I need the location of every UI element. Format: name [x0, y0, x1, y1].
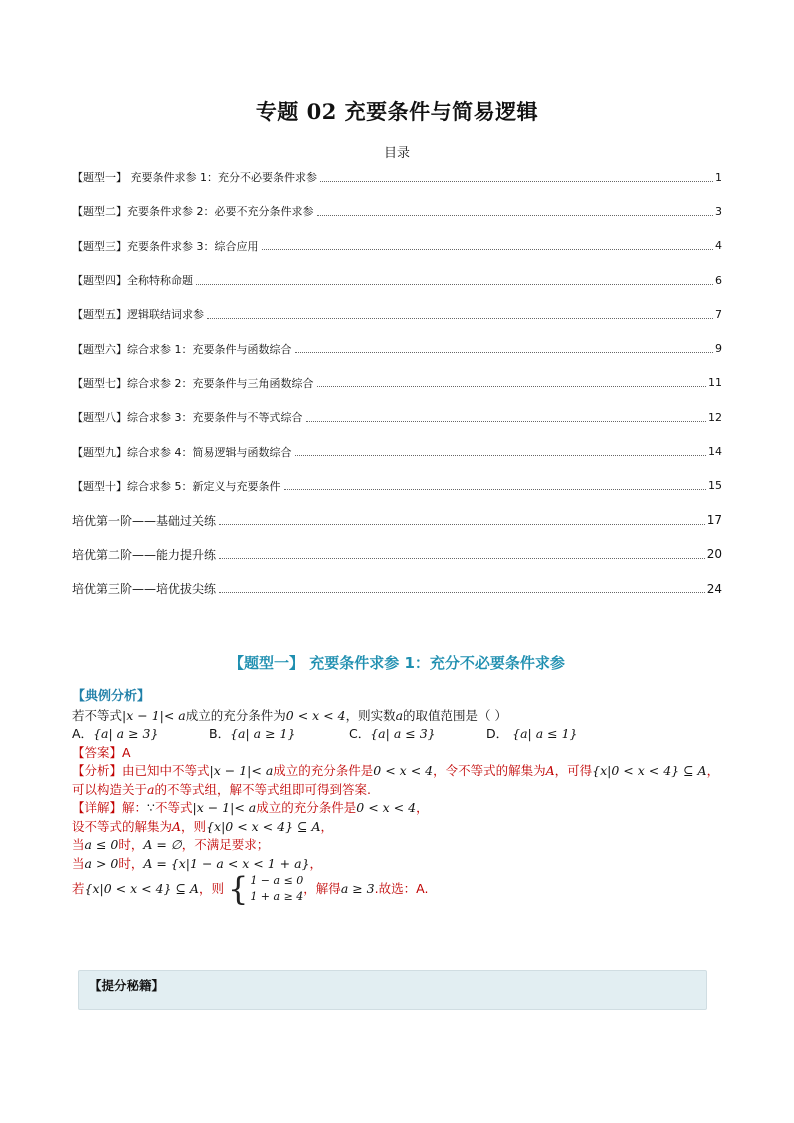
detail-text: ，不满足要求； — [181, 837, 270, 852]
detail-text: 设不等式的解集为 — [72, 818, 173, 834]
detail-line-2 — [72, 818, 732, 837]
analysis-text: ，令不等式的解集为 — [433, 763, 546, 778]
toc-entry-page: 3 — [715, 204, 722, 218]
question-post: ，则实数 — [345, 707, 396, 723]
toc-leader-dots — [295, 455, 707, 456]
answer-choices — [72, 725, 732, 744]
because-symbol: ∵ — [147, 800, 155, 815]
toc-entry[interactable] — [72, 331, 722, 365]
detail-text: 不等式 — [154, 800, 193, 815]
toc-entry-page: 1 — [715, 170, 722, 184]
detail-set-name: A — [172, 818, 182, 834]
tip-label: 【提分秘籍】 — [89, 978, 165, 993]
detail-set: A = ∅ — [143, 837, 182, 852]
detail-condition: 0 < x < 4 — [356, 800, 417, 815]
analysis-label: 【分析】 — [72, 763, 123, 778]
section-heading: 【题型一】 充要条件求参 1：充分不必要条件求参 — [229, 654, 565, 672]
detail-line-5 — [72, 870, 732, 908]
detail-text: .故选： — [374, 880, 417, 896]
choice-b[interactable] — [209, 725, 349, 744]
detail-text: ，则 — [181, 818, 207, 834]
choice-label: B． — [209, 726, 231, 741]
toc-leader-dots — [219, 558, 705, 559]
detail-text: ，解得 — [303, 880, 341, 896]
toc-entry-label: 【题型五】逻辑联结词求参 — [72, 308, 204, 322]
toc-entry-page: 17 — [706, 513, 722, 528]
toc-entry-page: 7 — [715, 307, 722, 321]
detail-set: A = {x|1 − a < x < 1 + a} — [143, 855, 310, 871]
answer-line — [72, 744, 732, 763]
detail-inequality: |x − 1|< a — [192, 800, 257, 815]
toc-entry-label: 培优第三阶——培优拔尖练 — [72, 582, 217, 597]
analysis-text: 成立的充分条件是 — [273, 763, 374, 778]
toc-entry-label: 培优第二阶——能力提升练 — [72, 547, 217, 562]
toc-entry[interactable] — [72, 434, 722, 468]
detail-result: a ≥ 3 — [340, 880, 375, 896]
choice-label: C． — [349, 726, 371, 741]
detail-text: 时， — [118, 855, 144, 871]
analysis-text: ， — [706, 763, 720, 778]
analysis-inequality: |x − 1|< a — [209, 763, 274, 778]
detail-text: ， — [320, 818, 333, 834]
answer-value: A — [122, 744, 131, 760]
choice-set: {a| a ≤ 1} — [508, 726, 578, 741]
toc-entry-label: 【题型九】综合求参 4：简易逻辑与函数综合 — [72, 445, 292, 459]
detail-text: 成立的充分条件是 — [256, 800, 357, 815]
toc-entry-label: 【题型十】综合求参 5：新定义与充要条件 — [72, 479, 281, 493]
detail-line-4 — [72, 855, 732, 874]
question-pre: 若不等式 — [72, 707, 123, 723]
choice-a[interactable] — [72, 725, 209, 744]
toc-entry[interactable] — [72, 194, 722, 228]
toc-entry-label: 【题型七】综合求参 2：充要条件与三角函数综合 — [72, 376, 314, 390]
system-brace: { — [227, 870, 249, 908]
analysis-text: 的不等式组，解不等式组即可得到答案. — [154, 781, 371, 797]
page-title: 专题 02 充要条件与简易逻辑 — [255, 99, 539, 124]
toc-entry-page: 20 — [706, 547, 722, 562]
toc-entry[interactable] — [72, 229, 722, 263]
analysis-variable: a — [147, 781, 155, 797]
toc-entry-page: 11 — [708, 376, 722, 390]
detail-text: ， — [309, 855, 323, 871]
toc-entry[interactable] — [72, 537, 722, 571]
detail-text: 当 — [72, 837, 85, 852]
toc-entry-label: 【题型八】综合求参 3：充要条件与不等式综合 — [72, 411, 303, 425]
toc-leader-dots — [295, 352, 714, 353]
detail-set: {x|0 < x < 4} ⊆ A — [84, 880, 199, 896]
toc-leader-dots — [196, 284, 713, 285]
toc-leader-dots — [219, 592, 705, 593]
section-content — [72, 688, 732, 908]
system-row-top: 1 − a ≤ 0 — [250, 874, 304, 887]
question-variable: a — [395, 707, 404, 723]
detail-text: ， — [416, 800, 429, 815]
toc-leader-dots — [262, 249, 714, 250]
choice-set: {a| a ≥ 3} — [93, 726, 159, 741]
analysis-text: 可以构造关于 — [72, 781, 148, 797]
toc-entry-label: 【题型一】 充要条件求参 1：充分不必要条件求参 — [72, 171, 317, 185]
analysis-line-2 — [72, 781, 732, 800]
toc-entry-label: 【题型三】充要条件求参 3：综合应用 — [72, 239, 259, 253]
toc-entry[interactable] — [72, 400, 722, 434]
toc-leader-dots — [320, 181, 713, 182]
choice-label: A． — [72, 726, 94, 741]
choice-set: {a| a ≤ 3} — [370, 726, 436, 741]
choice-label: D． — [486, 726, 509, 741]
detail-label: 【详解】 — [72, 800, 123, 815]
toc-leader-dots — [219, 524, 705, 525]
toc-entry-label: 【题型六】综合求参 1：充要条件与函数综合 — [72, 342, 292, 356]
toc-entry-page: 6 — [715, 273, 722, 287]
question-inequality: |x − 1|< a — [122, 707, 186, 723]
detail-line-1 — [72, 799, 732, 818]
choice-d[interactable] — [486, 725, 577, 744]
detail-text: 解： — [122, 800, 148, 815]
detail-text: 当 — [72, 855, 85, 871]
choice-set: {a| a ≥ 1} — [230, 726, 296, 741]
question-end: 的取值范围是（ ） — [403, 707, 508, 723]
toc-entry-page: 24 — [706, 581, 722, 596]
analysis-line-1 — [72, 762, 732, 781]
toc-entry-page: 4 — [715, 239, 722, 253]
detail-condition: a > 0 — [84, 855, 119, 871]
analysis-set-name: A — [545, 763, 555, 778]
inequality-system — [250, 873, 303, 905]
toc-entry-label: 【题型四】全称特称命题 — [72, 274, 193, 288]
question-mid: 成立的充分条件为 — [185, 707, 286, 723]
toc-leader-dots — [317, 386, 707, 387]
toc-entry[interactable] — [72, 469, 722, 503]
toc-leader-dots — [284, 489, 707, 490]
system-row-bottom: 1 + a ≥ 4 — [250, 890, 304, 903]
detail-text: 时， — [118, 837, 144, 852]
toc-entry-page: 9 — [715, 342, 722, 356]
toc-entry[interactable] — [72, 572, 722, 606]
analysis-text: ，可得 — [554, 763, 593, 778]
question-text — [72, 707, 732, 726]
detail-text: ，则 — [198, 880, 224, 896]
toc-entry-label: 培优第一阶——基础过关练 — [72, 513, 217, 528]
toc-entry-label: 【题型二】充要条件求参 2：必要不充分条件求参 — [72, 205, 314, 219]
toc-leader-dots — [306, 421, 707, 422]
toc-leader-dots — [317, 215, 714, 216]
choice-c[interactable] — [349, 725, 486, 744]
toc-entry[interactable] — [72, 366, 722, 400]
toc-entry[interactable] — [72, 503, 722, 537]
toc-entry-page: 15 — [708, 479, 722, 493]
analysis-set: {x|0 < x < 4} ⊆ A — [592, 763, 707, 778]
table-of-contents — [72, 160, 722, 606]
analysis-text: 由已知中不等式 — [122, 763, 210, 778]
detail-answer: A. — [416, 880, 429, 896]
toc-leader-dots — [207, 318, 713, 319]
answer-label: 【答案】 — [72, 744, 123, 760]
analysis-condition: 0 < x < 4 — [373, 763, 434, 778]
toc-entry[interactable] — [72, 160, 722, 194]
example-label: 【典例分析】 — [72, 689, 151, 704]
tip-box — [78, 970, 707, 1010]
detail-condition: a ≤ 0 — [84, 837, 119, 852]
question-condition: 0 < x < 4 — [285, 707, 346, 723]
detail-text: 若 — [72, 880, 85, 896]
toc-heading: 目录 — [383, 146, 410, 161]
detail-line-3 — [72, 836, 732, 855]
toc-entry-page: 14 — [708, 445, 722, 459]
toc-entry-page: 12 — [708, 410, 722, 424]
toc-entry[interactable] — [72, 297, 722, 331]
detail-set: {x|0 < x < 4} ⊆ A — [206, 818, 321, 834]
toc-entry[interactable] — [72, 263, 722, 297]
